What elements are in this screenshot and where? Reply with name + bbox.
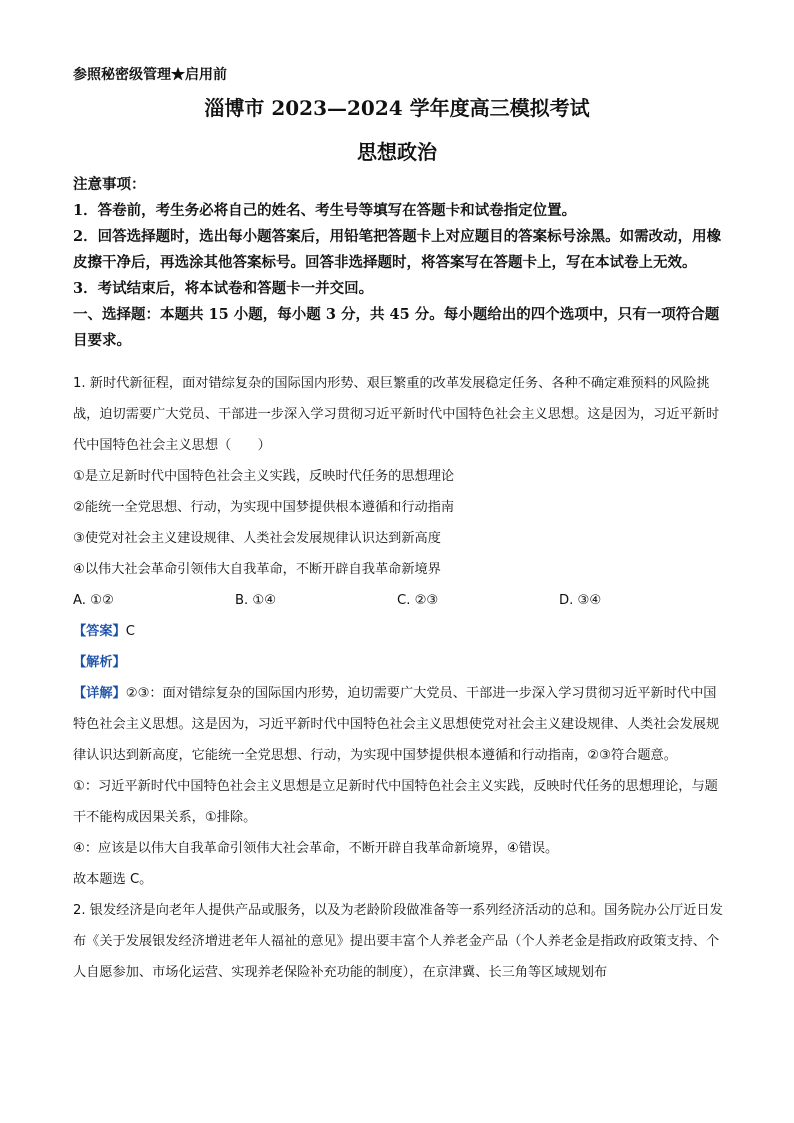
notes-heading: 注意事项： [73, 176, 146, 193]
q1-options [73, 585, 725, 616]
q1-explain-1: ①：习近平新时代中国特色社会主义思想是立足新时代中国特色社会主义实践，反映时代任务的思想理论，与题干不能构成因果关系，①排除。 [73, 779, 718, 825]
note-item-1: 1．答卷前，考生务必将自己的姓名、考生号等填写在答题卡和试卷指定位置。 [73, 202, 577, 219]
q1-statement-2: ②能统一全党思想、行动，为实现中国梦提供根本遵循和行动指南 [73, 500, 455, 515]
q1-answer: C [125, 624, 135, 639]
q1-analysis-line [73, 647, 725, 678]
secrecy-label: 参照秘密级管理★启用前 [73, 67, 227, 83]
q1-explain-2: ④：应该是以伟大自我革命引领伟大社会革命，不断开辟自我革命新境界，④错误。 [73, 841, 559, 856]
answer-tag: 【答案】 [73, 624, 126, 639]
q1-answer-line [73, 616, 725, 647]
q2-stem: 2. 银发经济是向老年人提供产品或服务，以及为老龄阶段做准备等一系列经济活动的总和。国务院办公厅近日发布《关于发展银发经济增进老年人福祉的意见》提出要丰富个人养老金产品（个人养老金是指政府政策支持、个人自愿参加、市场化运营、实现养老保险补充功能的制度），在京津冀、长三角等区域规划布 [73, 903, 723, 980]
q1-option-b: B. ①④ [235, 593, 277, 608]
q1-statement-1: ①是立足新时代中国特色社会主义实践，反映时代任务的思想理论 [73, 469, 455, 484]
q1-statement-4: ④以伟大社会革命引领伟大自我革命，不断开辟自我革命新境界 [73, 562, 441, 577]
subject-title: 思想政治 [357, 140, 437, 164]
exam-title: 淄博市 2023—2024 学年度高三模拟考试 [204, 96, 590, 120]
q1-option-d: D. ③④ [559, 593, 602, 608]
q1-option-c: C. ②③ [397, 593, 439, 608]
q1-detail: ②③：面对错综复杂的国际国内形势，迫切需要广大党员、干部进一步深入学习贯彻习近平新时代中国特色社会主义思想。这是因为，习近平新时代中国特色社会主义思想使党对社会主义建设规律、人类社会发展规律认识达到新高度，它能统一全党思想、行动，为实现中国梦提供根本遵循和行动指南，②③符合题意。 [73, 686, 720, 763]
exam-notes [73, 172, 723, 354]
detail-tag: 【详解】 [73, 686, 126, 701]
section-heading: 一、选择题：本题共 15 小题，每小题 3 分，共 45 分。每小题给出的四个选项中，只有一项符合题目要求。 [73, 306, 720, 349]
q1-option-a: A. ①② [73, 593, 114, 608]
note-item-2: 2．回答选择题时，选出每小题答案后，用铅笔把答题卡上对应题目的答案标号涂黑。如需改动，用橡皮擦干净后，再选涂其他答案标号。回答非选择题时，将答案写在答题卡上，写在本试卷上无效。 [73, 228, 722, 271]
analysis-tag: 【解析】 [73, 655, 126, 670]
note-item-3: 3．考试结束后，将本试卷和答题卡一并交回。 [73, 280, 374, 297]
q1-detail-line [73, 678, 725, 771]
question-body [73, 368, 725, 988]
q1-conclusion: 故本题选 C。 [73, 872, 153, 887]
q1-stem: 1. 新时代新征程，面对错综复杂的国际国内形势、艰巨繁重的改革发展稳定任务、各种不确定难预料的风险挑战，迫切需要广大党员、干部进一步深入学习贯彻习近平新时代中国特色社会主义思想。这是因为，习近平新时代中国特色社会主义思想（ ） [73, 376, 720, 453]
q1-statement-3: ③使党对社会主义建设规律、人类社会发展规律认识达到新高度 [73, 531, 441, 546]
